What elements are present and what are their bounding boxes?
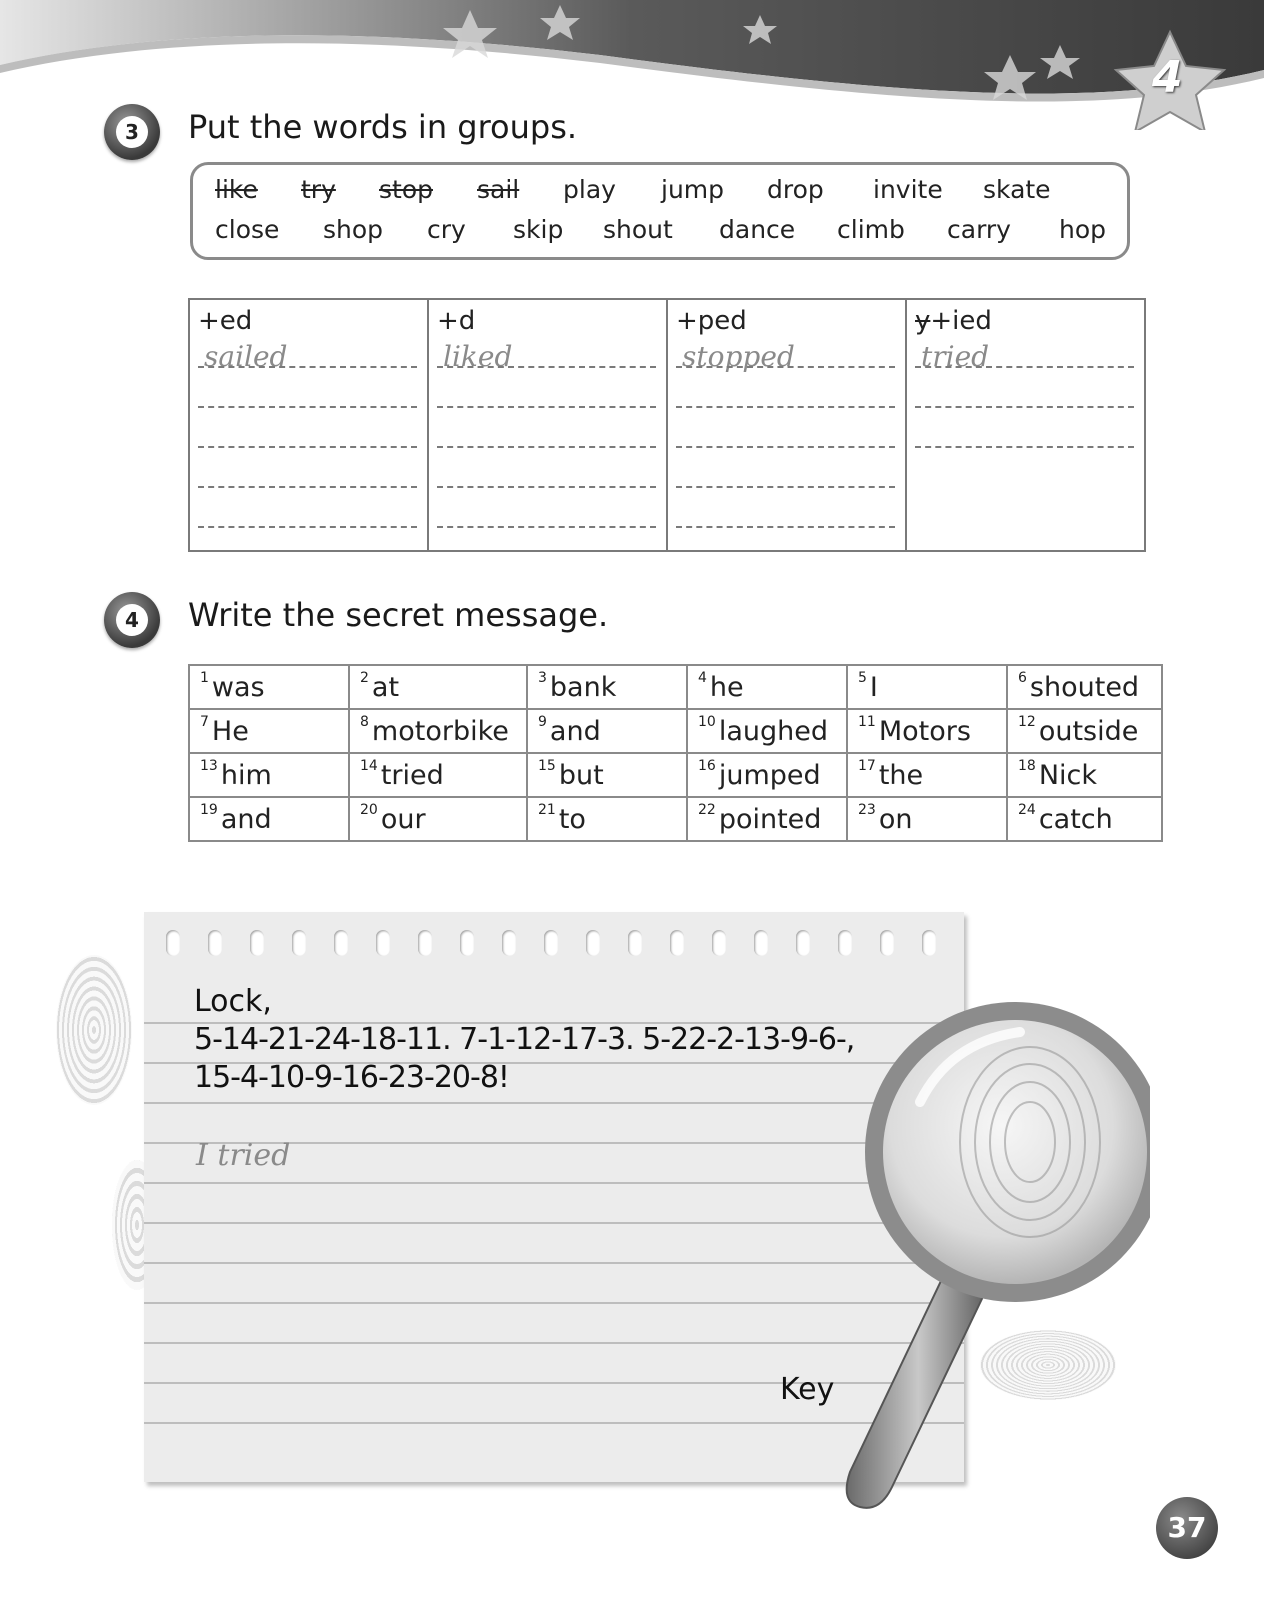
notepad-hole: [922, 930, 936, 956]
word-sail: sail: [477, 175, 520, 204]
notepad-hole: [628, 930, 642, 956]
notepad-hole: [376, 930, 390, 956]
code-table: [188, 664, 1163, 842]
note-code-line-1: 5-14-21-24-18-11. 7-1-12-17-3. 5-22-2-13-9-6-,: [194, 1022, 855, 1057]
note-signature: Key: [780, 1372, 835, 1407]
word-shop: shop: [323, 215, 384, 244]
code-cell: $^3$ bank: [527, 665, 687, 709]
group-example: sailed: [204, 340, 288, 373]
group-example: stopped: [682, 340, 795, 373]
word-stop: stop: [379, 175, 433, 204]
notepad-hole: [460, 930, 474, 956]
answer-line[interactable]: [198, 526, 417, 528]
exercise-3-number: 3: [116, 116, 148, 148]
answer-line[interactable]: [198, 406, 417, 408]
unit-number: 4: [1152, 52, 1183, 103]
exercise-3-heading: Put the words in groups.: [188, 108, 578, 146]
code-cell: $^{22}$ pointed: [687, 797, 847, 841]
answer-line[interactable]: [198, 486, 417, 488]
answer-line[interactable]: [676, 406, 895, 408]
notepad-hole: [712, 930, 726, 956]
code-table-row: [189, 665, 1162, 709]
notepad-hole: [586, 930, 600, 956]
word-carry: carry: [947, 215, 1011, 244]
notepad-hole: [544, 930, 558, 956]
code-cell: $^4$ he: [687, 665, 847, 709]
group-header: [915, 306, 992, 336]
group-column-ped: [668, 300, 907, 550]
answer-line[interactable]: [915, 366, 1134, 368]
notepad-hole: [754, 930, 768, 956]
group-example: liked: [443, 340, 513, 373]
word-like: like: [215, 175, 258, 204]
answer-line[interactable]: [915, 406, 1134, 408]
code-cell: $^{10}$ laughed: [687, 709, 847, 753]
answer-line[interactable]: [198, 446, 417, 448]
answer-line[interactable]: [437, 486, 656, 488]
answer-line[interactable]: [676, 526, 895, 528]
code-cell: $^9$ and: [527, 709, 687, 753]
code-cell: $^2$ at: [349, 665, 527, 709]
word-close: close: [215, 215, 280, 244]
answer-line[interactable]: [915, 446, 1134, 448]
code-cell: $^{23}$ on: [847, 797, 1007, 841]
group-header-struck-letter: y: [915, 306, 931, 336]
group-example: tried: [921, 340, 990, 373]
code-cell: $^{20}$ our: [349, 797, 527, 841]
group-header: +ed: [198, 306, 253, 336]
notepad-hole: [670, 930, 684, 956]
word-box: [190, 162, 1130, 260]
word-shout: shout: [603, 215, 673, 244]
word-cry: cry: [427, 215, 466, 244]
code-cell: $^8$ motorbike: [349, 709, 527, 753]
code-cell: $^7$ He: [189, 709, 349, 753]
code-cell: $^{14}$ tried: [349, 753, 527, 797]
answer-line[interactable]: [437, 366, 656, 368]
group-column-ed: [190, 300, 429, 550]
groups-table: [188, 298, 1146, 552]
answer-line[interactable]: [437, 526, 656, 528]
code-cell: $^{11}$ Motors: [847, 709, 1007, 753]
group-column-ied: [907, 300, 1144, 550]
notepad-hole: [880, 930, 894, 956]
notepad-hole: [838, 930, 852, 956]
magnifying-glass-icon: [830, 992, 1150, 1552]
fingerprint-icon: [56, 955, 132, 1105]
exercise-4-number: 4: [116, 604, 148, 636]
code-cell: $^6$ shouted: [1007, 665, 1162, 709]
code-table-row: [189, 709, 1162, 753]
answer-line[interactable]: [198, 366, 417, 368]
exercise-4-heading: Write the secret message.: [188, 596, 609, 634]
code-cell: $^{12}$ outside: [1007, 709, 1162, 753]
group-header: +d: [437, 306, 476, 336]
answer-line[interactable]: [676, 486, 895, 488]
notepad-hole: [418, 930, 432, 956]
answer-line[interactable]: [437, 446, 656, 448]
notepad-hole: [502, 930, 516, 956]
notepad-hole: [250, 930, 264, 956]
notepad-hole: [208, 930, 222, 956]
code-cell: $^{17}$ the: [847, 753, 1007, 797]
exercise-4-badge: [104, 592, 160, 648]
code-cell: $^{15}$ but: [527, 753, 687, 797]
word-hop: hop: [1059, 215, 1107, 244]
word-climb: climb: [837, 215, 905, 244]
word-skate: skate: [983, 175, 1051, 204]
answer-line[interactable]: [676, 446, 895, 448]
note-answer-example: I tried: [196, 1138, 291, 1173]
note-code-line-2: 15-4-10-9-16-23-20-8!: [194, 1060, 509, 1095]
code-cell: $^{24}$ catch: [1007, 797, 1162, 841]
notepad-hole: [334, 930, 348, 956]
word-drop: drop: [767, 175, 824, 204]
notepad-hole: [166, 930, 180, 956]
answer-line[interactable]: [437, 406, 656, 408]
code-table-row: [189, 797, 1162, 841]
note-greeting: Lock,: [194, 984, 272, 1019]
answer-line[interactable]: [676, 366, 895, 368]
word-dance: dance: [719, 215, 796, 244]
word-play: play: [563, 175, 616, 204]
group-column-d: [429, 300, 668, 550]
code-cell: $^{16}$ jumped: [687, 753, 847, 797]
code-cell: $^{21}$ to: [527, 797, 687, 841]
exercise-3-badge: [104, 104, 160, 160]
word-try: try: [301, 175, 336, 204]
word-skip: skip: [513, 215, 564, 244]
notepad-hole: [796, 930, 810, 956]
group-header: +ped: [676, 306, 747, 336]
code-cell: $^{18}$ Nick: [1007, 753, 1162, 797]
group-header-suffix: +ied: [930, 306, 992, 336]
code-cell: $^{13}$ him: [189, 753, 349, 797]
word-invite: invite: [873, 175, 943, 204]
notepad-hole: [292, 930, 306, 956]
code-cell: $^5$ I: [847, 665, 1007, 709]
code-cell: $^1$ was: [189, 665, 349, 709]
code-table-row: [189, 753, 1162, 797]
word-jump: jump: [661, 175, 725, 204]
code-cell: $^{19}$ and: [189, 797, 349, 841]
page-number: 37: [1156, 1497, 1218, 1559]
